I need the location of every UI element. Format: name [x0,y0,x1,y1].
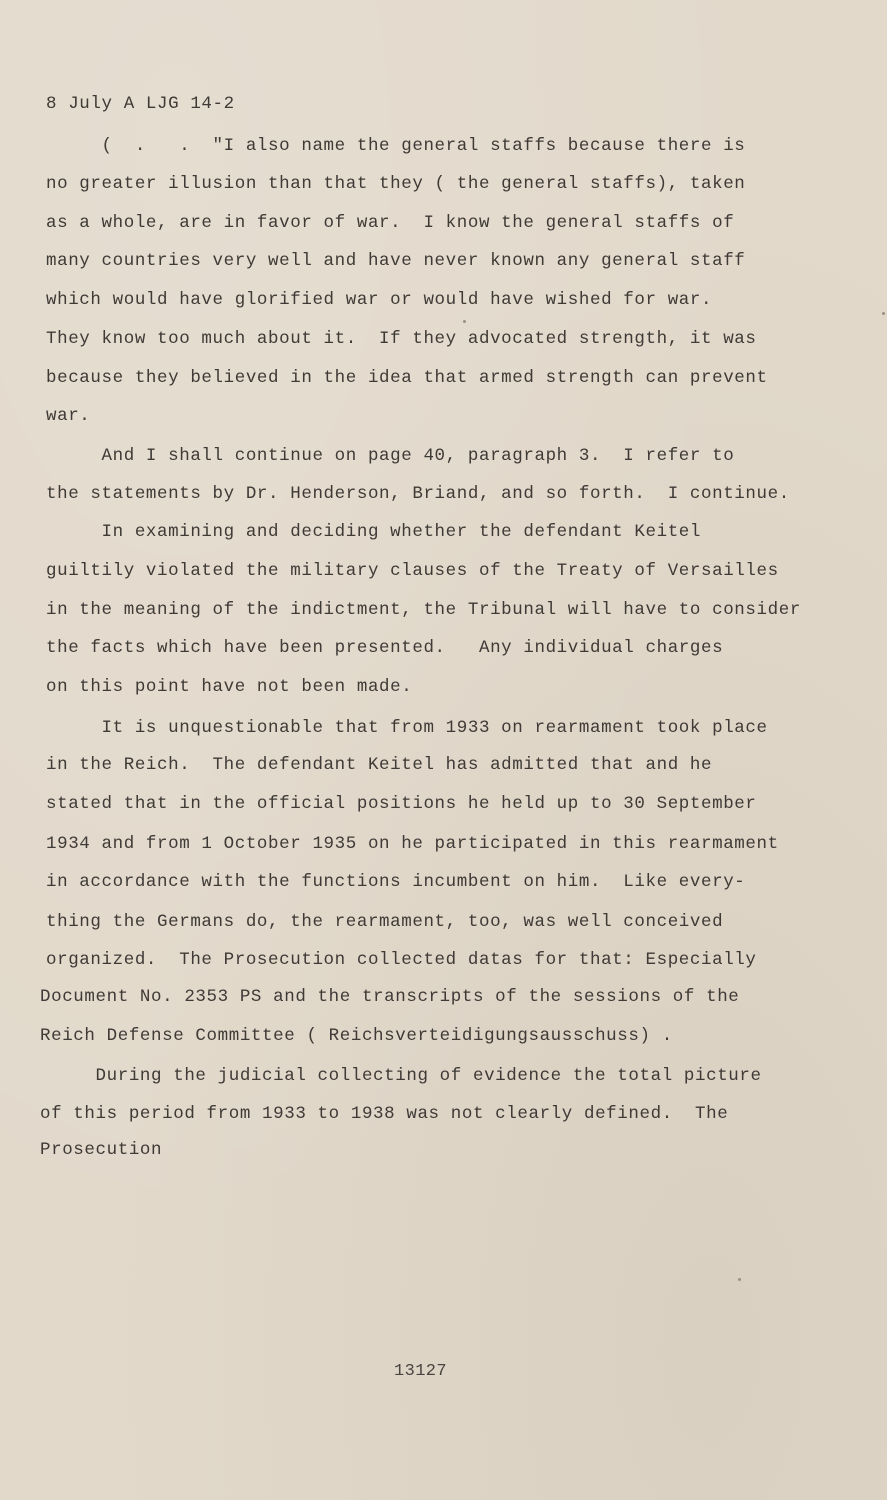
text-line: of this period from 1933 to 1938 was not clearly defined. The [40,1104,729,1124]
text-line: the statements by Dr. Henderson, Briand, and so forth. I continue. [46,484,790,504]
text-line: guiltily violated the military clauses of the Treaty of Versailles [46,561,779,581]
text-line: on this point have not been made. [46,677,413,697]
text-line: the facts which have been presented. Any individual charges [46,638,724,658]
text-line: as a whole, are in favor of war. I know the general staffs of [46,213,735,233]
page-number: 13127 [394,1362,448,1381]
paper-speck [738,1278,741,1281]
text-line: in the meaning of the indictment, the Tribunal will have to consider [46,600,801,620]
text-line: During the judicial collecting of evidence the total picture [40,1066,762,1086]
text-line: many countries very well and have never known any general staff [46,251,746,271]
text-line: And I shall continue on page 40, paragraph 3. I refer to [46,446,735,466]
text-line: Document No. 2353 PS and the transcripts of the sessions of the [40,987,740,1007]
text-line: Prosecution [40,1140,163,1160]
text-line: ( . . "I also name the general staffs because there is [46,136,746,156]
text-line: no greater illusion than that they ( the general staffs), taken [46,174,746,194]
text-line: Reich Defense Committee ( Reichsverteidigungsausschuss) . [40,1026,673,1046]
text-line: organized. The Prosecution collected datas for that: Especially [46,950,757,970]
text-line: It is unquestionable that from 1933 on rearmament took place [46,718,768,738]
text-line: in accordance with the functions incumbent on him. Like every- [46,872,746,892]
text-line: stated that in the official positions he held up to 30 September [46,794,757,814]
paper-speck [463,320,466,323]
text-line: In examining and deciding whether the defendant Keitel [46,522,702,542]
text-line: in the Reich. The defendant Keitel has admitted that and he [46,755,713,775]
text-line: war. [46,406,91,426]
paper-speck [882,312,885,315]
text-line: 1934 and from 1 October 1935 on he participated in this rearmament [46,834,779,854]
text-line: thing the Germans do, the rearmament, too, was well conceived [46,912,724,932]
page-header: 8 July A LJG 14-2 [46,94,235,114]
text-line: because they believed in the idea that armed strength can prevent [46,368,768,388]
text-line: which would have glorified war or would have wished for war. [46,290,713,310]
text-line: They know too much about it. If they advocated strength, it was [46,329,757,349]
